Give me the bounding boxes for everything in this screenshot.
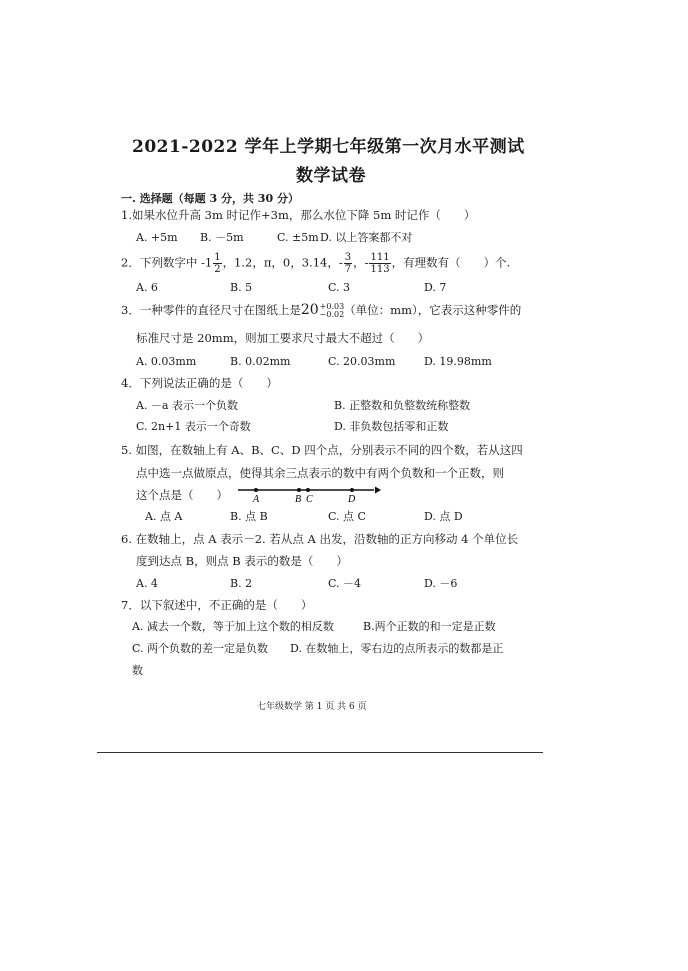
q4-option-c: C. 2n+1 表示一个奇数	[136, 420, 251, 433]
q3-tolerance-lower: −0.02	[319, 310, 345, 319]
question-2-stem	[121, 252, 510, 275]
q6-option-d: D. －6	[424, 577, 458, 590]
q4-option-b: B. 正整数和负整数统称整数	[334, 399, 471, 412]
q2-frac1-num: 1	[214, 252, 221, 263]
q4-option-a: A. －a 表示一个负数	[136, 399, 238, 412]
q3-stem-part: （单位：mm），它表示这种零件的	[344, 303, 522, 317]
number-line-arrowhead	[375, 487, 381, 494]
q5-option-a: A. 点 A	[145, 510, 183, 523]
q2-stem-part: ，1.2，π，0，3.14，-	[222, 255, 343, 270]
q3-option-a: A. 0.03mm	[136, 355, 197, 368]
q6-option-b: B. 2	[230, 577, 253, 590]
q4-option-d: D. 非负数包括零和正数	[334, 420, 449, 433]
number-line-figure	[236, 480, 382, 504]
point-d-dot	[350, 488, 354, 492]
q2-frac2-num: 3	[344, 252, 352, 263]
q3-option-d: D. 19.98mm	[424, 355, 492, 368]
point-d-label: D	[348, 494, 356, 504]
q7-option-b: B.两个正数的和一定是正数	[363, 620, 496, 633]
question-3-stem-line2: 标准尺寸是 20mm，则加工要求尺寸最大不超过（ ）	[136, 331, 430, 345]
question-5-stem-line1: 5. 如图，在数轴上有 A、B、C、D 四个点，分别表示不同的四个数，若从这四	[121, 443, 523, 457]
q2-fraction-half	[213, 252, 221, 275]
q5-option-b: B. 点 B	[230, 510, 268, 523]
point-c-label: C	[306, 494, 313, 504]
q5-option-d: D. 点 D	[424, 510, 463, 523]
q2-fraction-111-113	[369, 252, 390, 275]
question-7-stem: 7．以下叙述中，不正确的是（ ）	[121, 598, 313, 612]
q2-frac3-den: 113	[370, 264, 390, 275]
q5-option-c: C. 点 C	[328, 510, 366, 523]
q2-option-b: B. 5	[230, 281, 253, 294]
q2-option-a: A. 6	[136, 281, 158, 294]
page-divider-line	[97, 752, 543, 753]
q7-option-c: C. 两个负数的差一定是负数	[132, 642, 269, 655]
question-3-stem	[121, 303, 521, 319]
question-6-stem-line2: 度到达点 B，则点 B 表示的数是（ ）	[136, 554, 348, 568]
question-4-stem: 4．下列说法正确的是（ ）	[121, 376, 278, 390]
q3-stem-part: 3．一种零件的直径尺寸在图纸上是	[121, 303, 301, 317]
point-c-dot	[306, 488, 310, 492]
question-5-stem-line3: 这个点是（ ）	[136, 488, 228, 502]
q2-frac2-den: 7	[344, 264, 352, 275]
q7-option-d: D. 在数轴上，零右边的点所表示的数都是正	[290, 642, 504, 655]
point-b-label: B	[295, 494, 302, 504]
point-b-dot	[297, 488, 301, 492]
q2-option-c: C. 3	[328, 281, 351, 294]
q3-base-size: 20	[300, 302, 319, 318]
q2-option-d: D. 7	[424, 281, 447, 294]
q2-fraction-three-sevenths	[344, 252, 352, 275]
q1-option-b: B. －5m	[200, 231, 244, 244]
q2-stem-part: ，-	[353, 255, 369, 270]
q6-option-c: C. －4	[328, 577, 362, 590]
point-a-label: A	[253, 494, 260, 504]
q7-option-a: A. 减去一个数，等于加上这个数的相反数	[132, 620, 334, 633]
q3-option-c: C. 20.03mm	[328, 355, 396, 368]
q7-option-d-continued: 数	[132, 664, 143, 677]
q1-option-c: C. ±5m	[277, 231, 319, 244]
q2-stem-part: ，有理数有（ ）个.	[391, 255, 511, 270]
q2-stem-part: 2．下列数字中 -1	[121, 255, 213, 270]
q2-frac3-num: 111	[370, 252, 390, 263]
q6-option-a: A. 4	[136, 577, 158, 590]
q3-tolerance	[320, 303, 345, 319]
question-1-stem: 1.如果水位升高 3m 时记作+3m，那么水位下降 5m 时记作（ ）	[121, 208, 476, 222]
question-6-stem-line1: 6. 在数轴上，点 A 表示－2. 若从点 A 出发，沿数轴的正方向移动 4 个单位长	[121, 532, 519, 546]
question-5-stem-line2: 点中选一点做原点，使得其余三点表示的数中有两个负数和一个正数，则	[136, 466, 504, 480]
point-a-dot	[254, 488, 258, 492]
q1-option-d: D. 以上答案都不对	[320, 231, 413, 244]
q1-option-a: A. +5m	[136, 231, 178, 244]
section-heading: 一. 选择题（每题 3 分，共 30 分）	[121, 192, 299, 205]
page-footer: 七年级数学 第 1 页 共 6 页	[257, 702, 367, 712]
q3-option-b: B. 0.02mm	[230, 355, 291, 368]
q3-tolerance-upper: +0.03	[319, 302, 345, 311]
exam-title: 2021-2022 学年上学期七年级第一次月水平测试	[132, 137, 525, 157]
q2-frac1-den: 2	[214, 264, 221, 275]
exam-subtitle: 数学试卷	[296, 166, 366, 186]
